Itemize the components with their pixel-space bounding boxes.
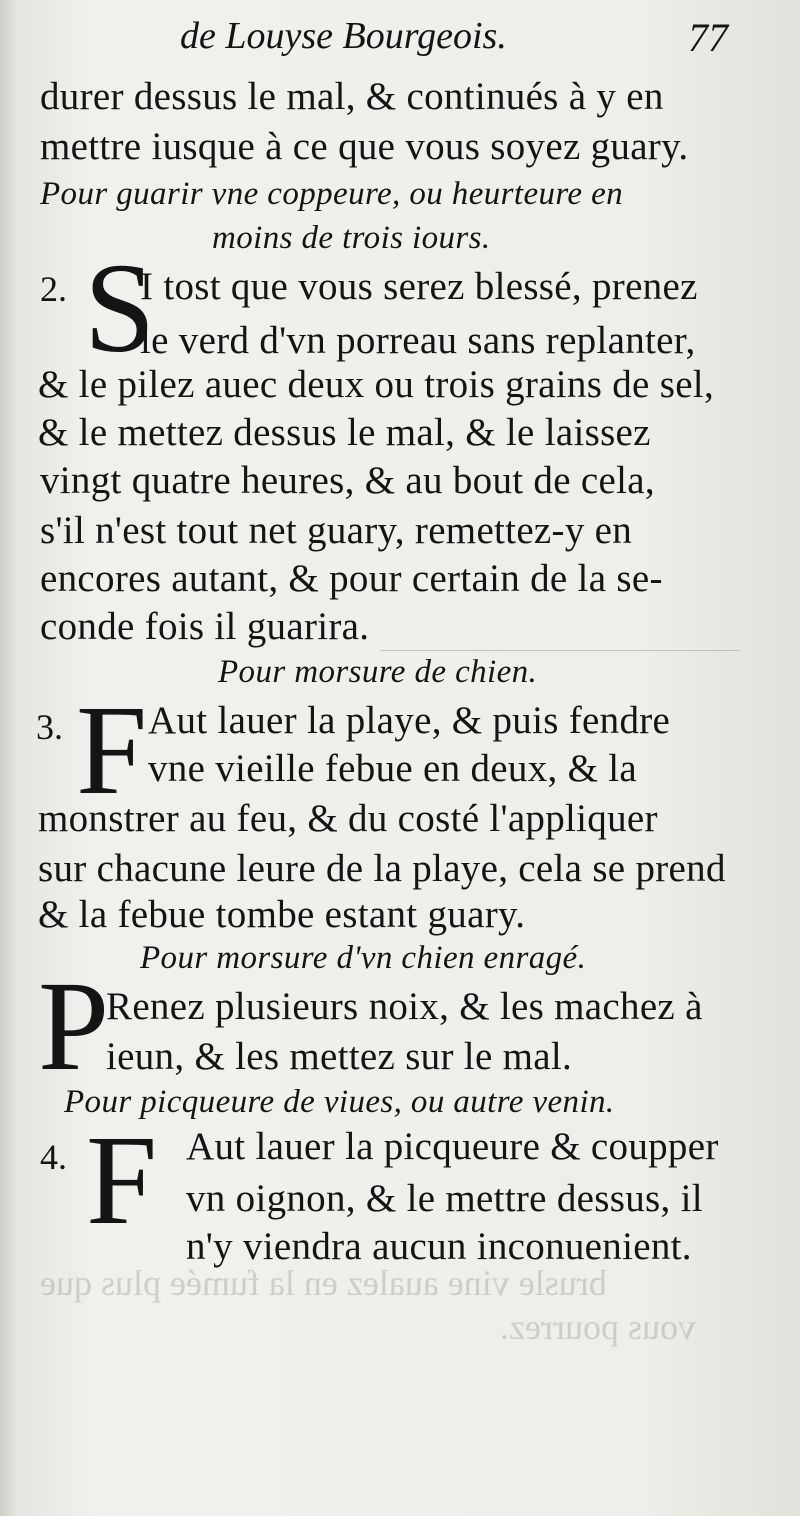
drop-cap: S: [84, 237, 156, 379]
text-line: & le mettez dessus le mal, & le laissez: [38, 411, 651, 454]
text-line: s'il n'est tout net guary, remettez-y en: [40, 509, 633, 552]
text-line: & le pilez auec deux ou trois grains de sel,: [38, 363, 714, 406]
text-line: ieun, & les mettez sur le mal.: [106, 1035, 573, 1078]
remedy-number: 2.: [40, 269, 67, 309]
faint-rule: [380, 650, 740, 651]
running-head: de Louyse Bourgeois.: [180, 15, 507, 57]
text-line: vingt quatre heures, & au bout de cela,: [40, 459, 655, 502]
text-line: Aut lauer la playe, & puis fendre: [148, 699, 671, 742]
bleed-through-line: brusle vine aualez en la fumée plus que: [40, 1263, 607, 1303]
text-line: & la febue tombe estant guary.: [38, 893, 526, 936]
page-header: [0, 10, 800, 70]
text-line: encores autant, & pour certain de la se-: [40, 557, 663, 600]
drop-cap: P: [38, 955, 110, 1097]
section-heading: Pour morsure d'vn chien enragé.: [140, 940, 587, 976]
section-heading: Pour morsure de chien.: [218, 654, 538, 690]
text-line: le verd d'vn porreau sans replanter,: [140, 319, 696, 362]
text-line: durer dessus le mal, & continués à y en: [40, 75, 664, 118]
drop-cap: F: [76, 679, 148, 821]
text-line: vn oignon, & le mettre dessus, il: [186, 1177, 703, 1220]
remedy-number: 3.: [36, 707, 63, 747]
drop-cap: F: [86, 1109, 158, 1251]
page-number: 77: [688, 15, 728, 60]
text-line: Aut lauer la picqueure & coupper: [186, 1125, 719, 1168]
section-heading-continued: moins de trois iours.: [212, 220, 491, 256]
remedy-number: 4.: [40, 1137, 67, 1177]
gutter-shadow: [0, 0, 18, 1516]
bleed-through-line: vous pourrez.: [500, 1307, 696, 1347]
section-heading: Pour guarir vne coppeure, ou heurteure en: [40, 176, 624, 212]
text-line: sur chacune leure de la playe, cela se prend: [38, 847, 726, 890]
text-line: monstrer au feu, & du costé l'appliquer: [38, 797, 658, 840]
text-line: Renez plusieurs noix, & les machez à: [106, 985, 703, 1028]
section-heading: Pour picqueure de viues, ou autre venin.: [64, 1084, 615, 1120]
text-line: vne vieille febue en deux, & la: [148, 747, 638, 790]
text-line: I tost que vous serez blessé, prenez: [140, 265, 698, 308]
text-line: n'y viendra aucun inconuenient.: [186, 1225, 692, 1268]
text-line: mettre iusque à ce que vous soyez guary.: [40, 125, 689, 168]
text-line: conde fois il guarira.: [40, 605, 370, 648]
